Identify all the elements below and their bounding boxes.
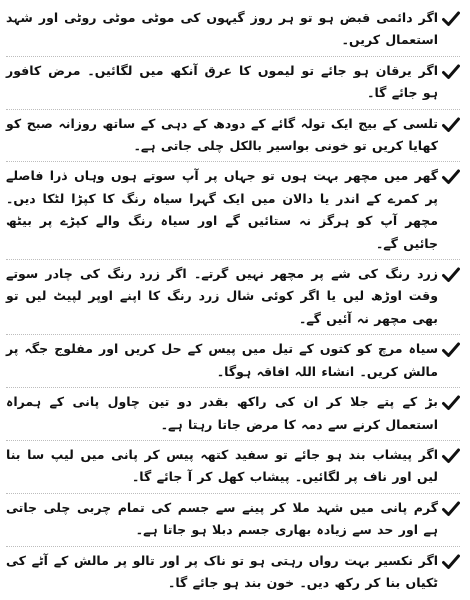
remedy-text: اگر دائمی قبض ہو تو ہر روز گیہوں کی موٹی موٹی روٹی اور شہد استعمال کریں۔ xyxy=(6,10,438,48)
remedy-text: سیاہ مرچ کو کتوں کے تیل میں پیس کے حل کریں اور مفلوج جگہ پر مالش کریں۔ انشاء اللہ افاقہ ہوگا۔ xyxy=(6,341,438,379)
remedy-text: بڑ کے پتے جلا کر ان کی راکھ بقدر دو تین چاول پانی کے ہمراہ استعمال کرنے سے دمہ کا مرض جاتا رہتا ہے۔ xyxy=(6,394,438,432)
remedy-text: اگر پیشاب بند ہو جائے تو سفید کتھہ پیس کر پانی میں لیپ سا بنا لیں اور ناف پر لگائیں۔ پیشاب کھل کر آ جائے گا۔ xyxy=(6,446,438,485)
list-item xyxy=(6,494,460,547)
remedy-text: اگر یرقان ہو جائے تو لیموں کا عرق آنکھ میں لگائیں۔ مرض کافور ہو جائے گا۔ xyxy=(6,62,438,101)
check-mark-icon xyxy=(442,168,460,186)
check-mark-icon xyxy=(442,116,460,134)
list-item xyxy=(6,547,460,599)
list-item xyxy=(6,57,460,110)
check-mark-icon xyxy=(442,500,460,518)
check-mark-icon xyxy=(442,553,460,571)
check-mark-icon xyxy=(442,394,460,412)
remedy-text: زرد رنگ کی شے پر مچھر نہیں گرتے۔ اگر زرد رنگ کی چادر سوتے وقت اوڑھ لیں یا اگر کوئی شال زرد رنگ کا اپنے اوپر لپیٹ لیں تو بھی مچھر نہ آئیں گے۔ xyxy=(6,266,438,326)
list-item xyxy=(6,335,460,388)
remedy-text: گرم پانی میں شہد ملا کر پینے سے جسم کی تمام چربی چلی جاتی ہے اور حد سے زیادہ بھاری جسم دبلا ہو جاتا ہے۔ xyxy=(6,499,438,538)
check-mark-icon xyxy=(442,10,460,28)
check-mark-icon xyxy=(442,341,460,359)
list-item xyxy=(6,110,460,163)
list-item xyxy=(6,388,460,441)
remedy-text: گھر میں مچھر بہت ہوں تو جہاں پر آپ سوتے ہوں وہاں ذرا فاصلے پر کمرے کے اندر یا دالان میں ایک گہرا سیاہ رنگ کا کپڑا لٹکا دیں۔ مچھر آپ کو ہرگز نہ ستائیں گے اور سیاہ رنگ والے کپڑے پر بیٹھ جائیں گے۔ xyxy=(6,168,438,251)
remedy-text: تلسی کے بیج ایک تولہ گائے کے دودھ کے دہی کے ساتھ روزانہ صبح کو کھایا کریں تو خونی بواسیر بالکل چلی جاتی ہے۔ xyxy=(6,115,438,154)
list-item xyxy=(6,441,460,494)
check-mark-icon xyxy=(442,266,460,284)
check-mark-icon xyxy=(442,63,460,81)
list-item xyxy=(6,260,460,335)
remedy-text: اگر نکسیر بہت رواں رہتی ہو تو ناک پر اور تالو پر مالش کے آٹے کی ٹکیاں بنا کر رکھ دیں۔ خون بند ہو جائے گا۔ xyxy=(6,552,438,590)
check-mark-icon xyxy=(442,447,460,465)
list-item xyxy=(6,4,460,57)
list-item xyxy=(6,162,460,260)
remedy-list xyxy=(6,4,460,598)
